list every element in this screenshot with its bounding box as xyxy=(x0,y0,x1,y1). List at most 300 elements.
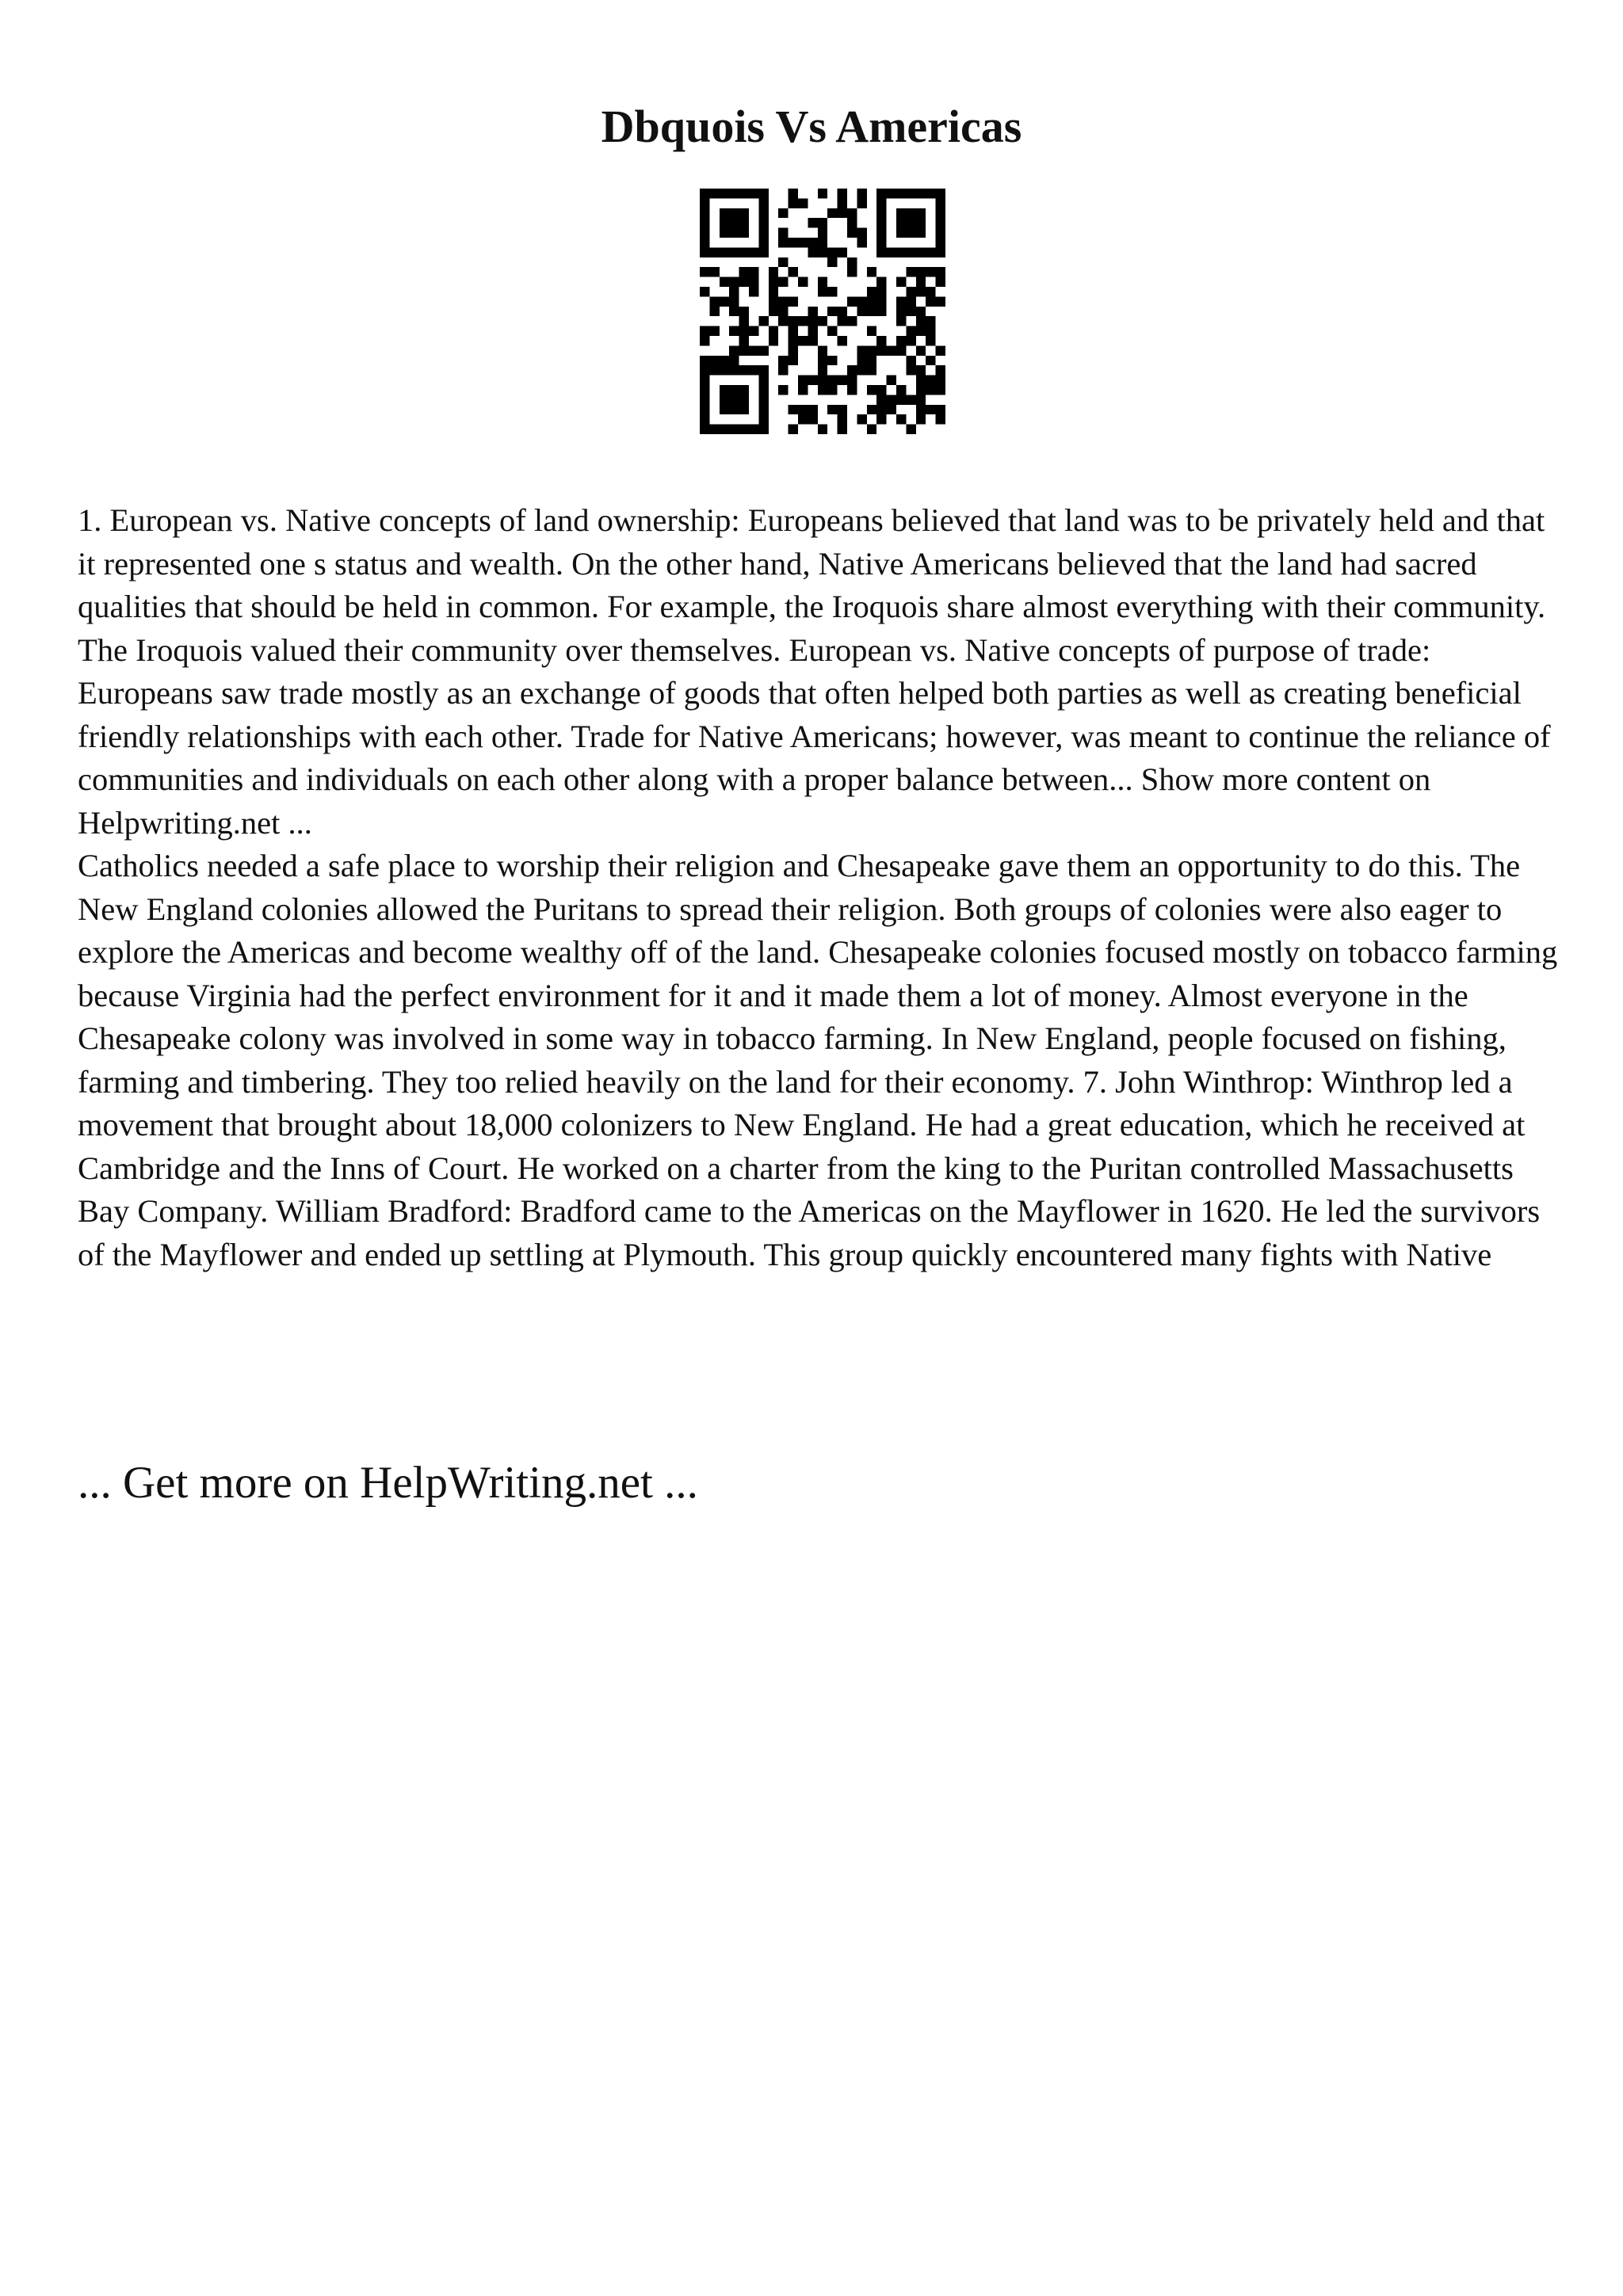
qr-module xyxy=(847,267,857,277)
qr-module xyxy=(808,376,817,385)
qr-module xyxy=(758,376,768,385)
qr-module xyxy=(798,316,808,326)
qr-module xyxy=(847,218,857,227)
qr-module xyxy=(739,345,749,355)
qr-module xyxy=(808,414,817,424)
qr-module xyxy=(926,267,935,277)
qr-module xyxy=(739,208,749,218)
qr-module xyxy=(876,385,886,395)
qr-module xyxy=(896,247,906,257)
qr-module xyxy=(916,247,926,257)
qr-module xyxy=(916,365,926,375)
qr-module xyxy=(916,376,926,385)
qr-module xyxy=(729,365,739,375)
qr-module xyxy=(739,385,749,395)
qr-module xyxy=(709,307,719,316)
qr-module xyxy=(906,365,915,375)
qr-module xyxy=(887,247,896,257)
qr-module xyxy=(887,345,896,355)
qr-module xyxy=(818,238,827,247)
qr-module xyxy=(827,326,837,336)
qr-module xyxy=(916,267,926,277)
qr-module xyxy=(847,257,857,267)
qr-module xyxy=(758,405,768,414)
qr-module xyxy=(896,414,906,424)
qr-module xyxy=(700,395,709,404)
qr-module xyxy=(916,208,926,218)
qr-module xyxy=(749,425,758,434)
qr-module xyxy=(896,395,906,404)
qr-module xyxy=(818,218,827,227)
qr-module xyxy=(818,228,827,238)
qr-module xyxy=(867,405,876,414)
qr-module xyxy=(778,238,788,247)
qr-module xyxy=(808,218,817,227)
qr-module xyxy=(896,228,906,238)
qr-module xyxy=(729,228,739,238)
qr-module xyxy=(876,189,886,198)
qr-module xyxy=(720,228,729,238)
qr-module xyxy=(867,356,876,365)
qr-module xyxy=(906,189,915,198)
qr-module xyxy=(838,198,847,208)
qr-module xyxy=(847,296,857,306)
qr-module xyxy=(798,198,808,208)
qr-module xyxy=(876,208,886,218)
qr-module xyxy=(729,218,739,227)
qr-module xyxy=(700,218,709,227)
qr-module xyxy=(916,405,926,414)
qr-module xyxy=(749,326,758,336)
qr-module xyxy=(789,189,798,198)
qr-module xyxy=(720,277,729,287)
qr-module xyxy=(857,414,866,424)
qr-module xyxy=(847,316,857,326)
qr-module xyxy=(729,356,739,365)
get-more-link[interactable]: ... Get more on HelpWriting.net ... xyxy=(78,1458,698,1508)
qr-module xyxy=(838,189,847,198)
qr-module xyxy=(838,247,847,257)
qr-module xyxy=(867,287,876,296)
qr-module xyxy=(709,189,719,198)
qr-module xyxy=(857,198,866,208)
qr-module xyxy=(789,336,798,345)
qr-module xyxy=(926,385,935,395)
qr-module xyxy=(896,277,906,287)
qr-module xyxy=(700,267,709,277)
qr-module xyxy=(896,345,906,355)
qr-module xyxy=(789,316,798,326)
qr-module xyxy=(936,345,945,355)
qr-module xyxy=(778,257,788,267)
qr-module xyxy=(827,208,837,218)
qr-module xyxy=(926,247,935,257)
qr-module xyxy=(827,307,837,316)
qr-module xyxy=(758,425,768,434)
qr-module xyxy=(769,307,778,316)
qr-module xyxy=(700,189,709,198)
qr-module xyxy=(749,277,758,287)
qr-module xyxy=(838,316,847,326)
qr-module xyxy=(867,345,876,355)
qr-module xyxy=(709,365,719,375)
qr-module xyxy=(720,365,729,375)
qr-module xyxy=(758,316,768,326)
qr-module xyxy=(936,189,945,198)
qr-module xyxy=(700,247,709,257)
qr-module xyxy=(857,365,866,375)
qr-module xyxy=(808,307,817,316)
qr-module xyxy=(876,296,886,306)
qr-module xyxy=(739,277,749,287)
qr-module xyxy=(749,287,758,296)
qr-module xyxy=(838,336,847,345)
qr-module xyxy=(700,287,709,296)
qr-module xyxy=(847,365,857,375)
qr-module xyxy=(778,296,788,306)
body-paragraph: Catholics needed a safe place to worship their religion and Chesapeake gave them an opportunity to do this. The New England colonies allowed the Puritans to spread their religion. Both groups of colonies were also eager to explore the Americas and become wealthy off of the land. Chesapeake colonies focused mostly on tobacco farming because Virginia had the perfect environment for it and it made them a lot of money. Almost everyone in the Chesapeake colony was involved in some way in tobacco farming. In New England, people focused on fishing, farming and timbering. They too relied heavily on the land for their economy. 7. John Winthrop: Winthrop led a movement that brought about 18,000 colonizers to New England. He had a great education, which he received at Cambridge and the Inns of Court. He worked on a charter from the king to the Puritan controlled Massachusetts Bay Company. William Bradford: Bradford came to the Americas on the Mayflower in 1620. He led the survivors of the Mayflower and ended up settling at Plymouth. This group quickly encountered many fights with Native xyxy=(78,848,1558,1272)
qr-module xyxy=(808,247,817,257)
qr-module xyxy=(818,376,827,385)
qr-module xyxy=(739,395,749,404)
qr-module xyxy=(729,425,739,434)
qr-module xyxy=(916,385,926,395)
qr-module xyxy=(700,326,709,336)
qr-module xyxy=(867,296,876,306)
qr-module xyxy=(827,247,837,257)
qr-module xyxy=(709,296,719,306)
qr-module xyxy=(838,405,847,414)
qr-module xyxy=(906,218,915,227)
qr-module xyxy=(739,189,749,198)
qr-module xyxy=(739,365,749,375)
qr-module xyxy=(789,356,798,365)
qr-module xyxy=(739,316,749,326)
qr-module xyxy=(789,267,798,277)
qr-module xyxy=(818,287,827,296)
qr-module xyxy=(700,198,709,208)
qr-module xyxy=(906,336,915,345)
qr-module xyxy=(720,405,729,414)
qr-module xyxy=(827,376,837,385)
qr-module xyxy=(739,405,749,414)
qr-code-icon xyxy=(700,189,945,434)
qr-module xyxy=(936,247,945,257)
qr-module xyxy=(916,228,926,238)
qr-module xyxy=(739,307,749,316)
qr-module xyxy=(758,189,768,198)
qr-module xyxy=(818,316,827,326)
qr-module xyxy=(916,189,926,198)
qr-module xyxy=(769,287,778,296)
qr-module xyxy=(778,307,788,316)
qr-module xyxy=(709,356,719,365)
qr-module xyxy=(857,307,866,316)
qr-module xyxy=(769,267,778,277)
qr-module xyxy=(876,345,886,355)
qr-module xyxy=(720,385,729,395)
qr-module xyxy=(887,395,896,404)
qr-module xyxy=(857,356,866,365)
qr-module xyxy=(818,345,827,355)
qr-module xyxy=(739,218,749,227)
qr-module xyxy=(926,326,935,336)
qr-module xyxy=(818,277,827,287)
qr-module xyxy=(827,356,837,365)
qr-module xyxy=(729,345,739,355)
qr-module xyxy=(798,238,808,247)
qr-module xyxy=(749,247,758,257)
qr-module xyxy=(857,228,866,238)
qr-module xyxy=(906,326,915,336)
qr-module xyxy=(818,425,827,434)
qr-module xyxy=(876,336,886,345)
qr-module xyxy=(700,414,709,424)
qr-module xyxy=(729,385,739,395)
qr-module xyxy=(838,208,847,218)
qr-module xyxy=(838,307,847,316)
qr-module xyxy=(847,385,857,395)
qr-module xyxy=(867,307,876,316)
qr-module xyxy=(758,345,768,355)
qr-module xyxy=(876,218,886,227)
qr-module xyxy=(700,365,709,375)
qr-module xyxy=(789,425,798,434)
qr-module xyxy=(916,307,926,316)
qr-module xyxy=(926,296,935,306)
page-title: Dbquois Vs Americas xyxy=(601,101,1022,152)
qr-module xyxy=(729,277,739,287)
qr-module xyxy=(789,326,798,336)
qr-module xyxy=(749,345,758,355)
qr-module xyxy=(709,267,719,277)
qr-module xyxy=(876,395,886,404)
qr-module xyxy=(926,336,935,345)
qr-module xyxy=(700,385,709,395)
qr-module xyxy=(896,296,906,306)
qr-module xyxy=(720,425,729,434)
qr-module xyxy=(896,336,906,345)
qr-module xyxy=(936,228,945,238)
qr-module xyxy=(936,208,945,218)
qr-module xyxy=(758,238,768,247)
qr-module xyxy=(729,405,739,414)
qr-module xyxy=(906,208,915,218)
qr-module xyxy=(936,414,945,424)
qr-module xyxy=(739,336,749,345)
qr-module xyxy=(896,316,906,326)
qr-module xyxy=(778,356,788,365)
qr-module xyxy=(906,267,915,277)
qr-module xyxy=(798,414,808,424)
qr-module xyxy=(739,267,749,277)
qr-module xyxy=(818,365,827,375)
document-body xyxy=(78,499,1568,1276)
qr-module xyxy=(827,405,837,414)
qr-module xyxy=(896,385,906,395)
qr-module xyxy=(720,395,729,404)
qr-module xyxy=(778,208,788,218)
qr-module xyxy=(769,277,778,287)
qr-module xyxy=(876,198,886,208)
qr-module xyxy=(847,376,857,385)
qr-module xyxy=(867,267,876,277)
qr-module xyxy=(916,395,926,404)
body-paragraph: 1. European vs. Native concepts of land ownership: Europeans believed that land was to be privately held and that it represented one s status and wealth. On the other hand, Native Americans believed that the land had sacred qualities that should be held in common. For example, the Iroquois share almost everything with their community. The Iroquois valued their community over themselves. European vs. Native concepts of purpose of trade: Europeans saw trade mostly as an exchange of goods that often helped both parties as well as creating beneficial friendly relationships with each other. Trade for Native Americans; however, was meant to continue the reliance of communities and individuals on each other along with a proper balance between... Show more content on Helpwriting.net ... xyxy=(78,502,1551,841)
qr-module xyxy=(887,189,896,198)
qr-module xyxy=(936,267,945,277)
qr-module xyxy=(876,414,886,424)
qr-module xyxy=(857,189,866,198)
qr-code-graphic xyxy=(700,189,945,434)
qr-module xyxy=(926,316,935,326)
qr-module xyxy=(887,405,896,414)
qr-module xyxy=(838,425,847,434)
qr-module xyxy=(808,316,817,326)
qr-module xyxy=(936,238,945,247)
qr-module xyxy=(758,247,768,257)
qr-module xyxy=(827,287,837,296)
qr-module xyxy=(758,414,768,424)
qr-module xyxy=(867,326,876,336)
qr-module xyxy=(926,356,935,365)
qr-module xyxy=(709,326,719,336)
qr-module xyxy=(769,326,778,336)
qr-module xyxy=(720,218,729,227)
qr-module xyxy=(926,376,935,385)
qr-module xyxy=(789,198,798,208)
qr-module xyxy=(808,336,817,345)
qr-module xyxy=(906,287,915,296)
qr-module xyxy=(857,345,866,355)
qr-module xyxy=(749,365,758,375)
qr-module xyxy=(876,277,886,287)
qr-module xyxy=(720,356,729,365)
qr-module xyxy=(729,395,739,404)
qr-module xyxy=(808,326,817,336)
qr-module xyxy=(720,208,729,218)
qr-module xyxy=(936,376,945,385)
qr-module xyxy=(778,365,788,375)
qr-module xyxy=(916,414,926,424)
qr-module xyxy=(789,405,798,414)
qr-module xyxy=(808,405,817,414)
qr-module xyxy=(906,395,915,404)
qr-module xyxy=(936,198,945,208)
qr-module xyxy=(876,238,886,247)
qr-module xyxy=(720,189,729,198)
qr-module xyxy=(808,238,817,247)
qr-module xyxy=(729,247,739,257)
qr-module xyxy=(906,425,915,434)
qr-module xyxy=(876,307,886,316)
qr-module xyxy=(758,365,768,375)
qr-module xyxy=(936,385,945,395)
qr-module xyxy=(916,345,926,355)
qr-module xyxy=(758,228,768,238)
qr-module xyxy=(867,385,876,395)
qr-module xyxy=(778,316,788,326)
qr-module xyxy=(709,247,719,257)
qr-module xyxy=(739,425,749,434)
qr-module xyxy=(838,414,847,424)
qr-module xyxy=(729,287,739,296)
qr-module xyxy=(789,345,798,355)
qr-module xyxy=(906,307,915,316)
qr-module xyxy=(896,307,906,316)
qr-module xyxy=(936,296,945,306)
qr-module xyxy=(827,257,837,267)
qr-module xyxy=(857,296,866,306)
qr-module xyxy=(769,336,778,345)
qr-module xyxy=(936,365,945,375)
qr-module xyxy=(916,277,926,287)
qr-module xyxy=(758,385,768,395)
qr-module xyxy=(700,208,709,218)
qr-module xyxy=(838,376,847,385)
qr-module xyxy=(916,287,926,296)
qr-module xyxy=(709,425,719,434)
qr-module xyxy=(798,277,808,287)
qr-module xyxy=(720,247,729,257)
qr-module xyxy=(857,238,866,247)
qr-module xyxy=(778,385,788,395)
qr-module xyxy=(896,218,906,227)
qr-module xyxy=(936,405,945,414)
qr-module xyxy=(749,189,758,198)
qr-module xyxy=(818,356,827,365)
qr-module xyxy=(749,267,758,277)
qr-module xyxy=(906,296,915,306)
qr-module xyxy=(729,208,739,218)
qr-module xyxy=(739,228,749,238)
qr-module xyxy=(758,395,768,404)
qr-module xyxy=(926,189,935,198)
qr-module xyxy=(867,365,876,375)
qr-module xyxy=(700,356,709,365)
qr-module xyxy=(896,189,906,198)
qr-module xyxy=(916,218,926,227)
qr-module xyxy=(916,316,926,326)
qr-module xyxy=(798,405,808,414)
qr-module xyxy=(739,247,749,257)
qr-module xyxy=(906,228,915,238)
qr-module xyxy=(818,189,827,198)
qr-module xyxy=(778,228,788,238)
qr-module xyxy=(906,247,915,257)
qr-module xyxy=(720,296,729,306)
qr-module xyxy=(700,228,709,238)
qr-module xyxy=(700,425,709,434)
qr-module xyxy=(818,385,827,395)
qr-module xyxy=(729,307,739,316)
qr-module xyxy=(700,376,709,385)
qr-module xyxy=(847,228,857,238)
qr-module xyxy=(758,218,768,227)
qr-module xyxy=(700,336,709,345)
qr-module xyxy=(926,405,935,414)
qr-module xyxy=(906,356,915,365)
qr-module xyxy=(758,198,768,208)
qr-module xyxy=(936,277,945,287)
qr-module xyxy=(798,376,808,385)
qr-module xyxy=(700,238,709,247)
qr-module xyxy=(758,208,768,218)
qr-module xyxy=(936,218,945,227)
qr-module xyxy=(818,247,827,257)
qr-module xyxy=(739,326,749,336)
qr-module xyxy=(887,376,896,385)
